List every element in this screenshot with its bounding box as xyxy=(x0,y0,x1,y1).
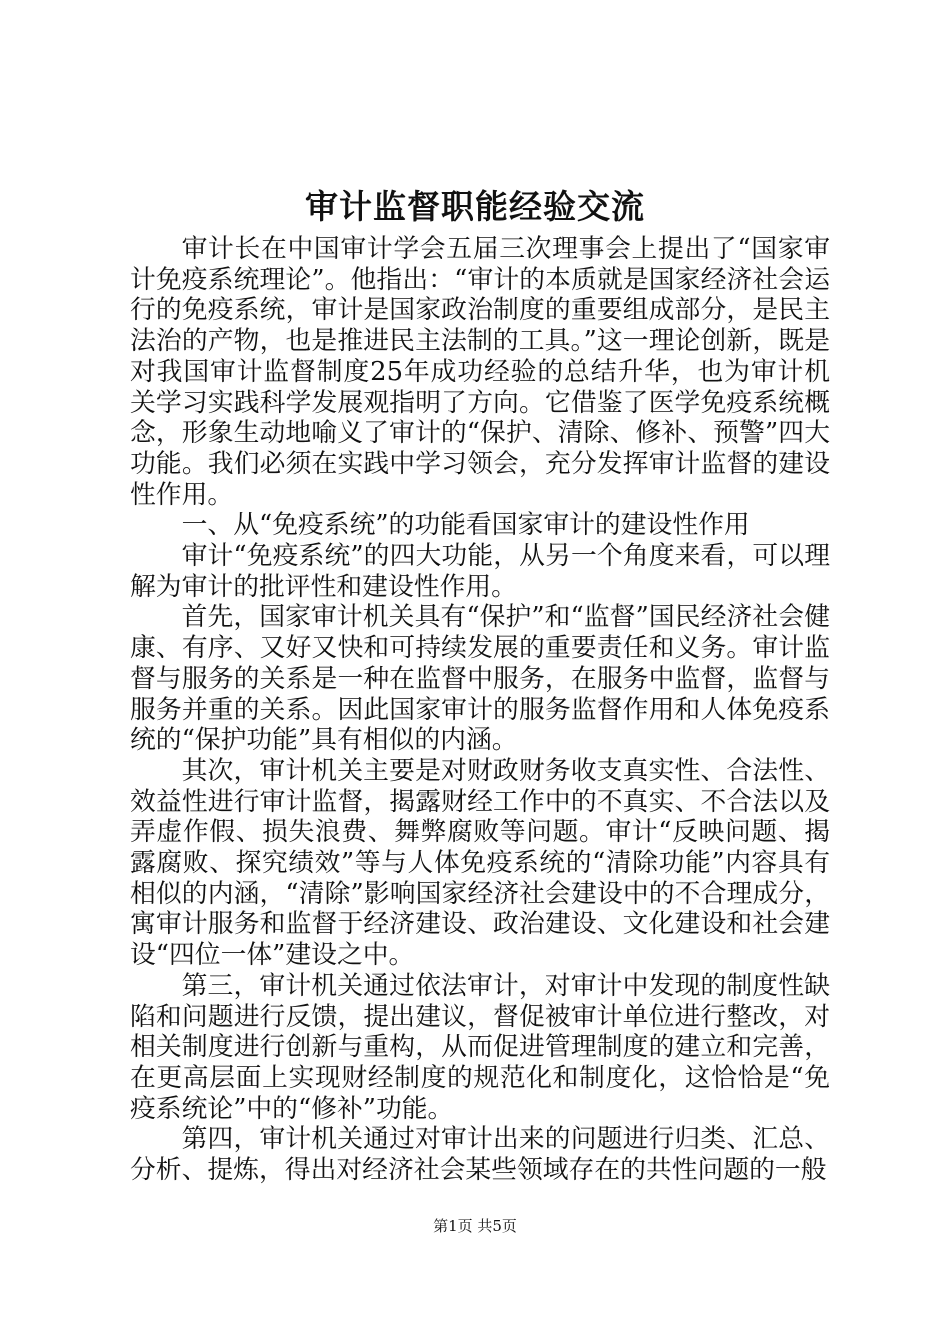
paragraph-intro: 审计长在中国审计学会五届三次理事会上提出了“国家审计免疫系统理论”。他指出：“审计的本质就是国家经济社会运行的免疫系统，审计是国家政治制度的重要组成部分，是民主法治的产物，也是推进民主法制的工具。”这一理论创新，既是对我国审计监督制度25年成功经验的总结升华，也为审计机关学习实践科学发展观指明了方向。它借鉴了医学免疫系统概念，形象生动地喻义了审计的“保护、清除、修补、预警”四大功能。我们必须在实践中学习领会，充分发挥审计监督的建设性作用。 xyxy=(130,234,830,510)
paragraph-four-functions: 审计“免疫系统”的四大功能，从另一个角度来看，可以理解为审计的批评性和建设性作用。 xyxy=(130,541,830,602)
paragraph-fourth: 第四，审计机关通过对审计出来的问题进行归类、汇总、分析、提炼，得出对经济社会某些领域存在的共性问题的一般 xyxy=(130,1124,830,1186)
paragraph-third: 第三，审计机关通过依法审计，对审计中发现的制度性缺陷和问题进行反馈，提出建议，督促被审计单位进行整改，对相关制度进行创新与重构，从而促进管理制度的建立和完善，在更高层面上实现财经制度的规范化和制度化，这恰恰是“免疫系统论”中的“修补”功能。 xyxy=(130,970,830,1124)
page-footer: 第1页 共5页 xyxy=(433,1217,517,1235)
paragraph-second: 其次，审计机关主要是对财政财务收支真实性、合法性、效益性进行审计监督，揭露财经工作中的不真实、不合法以及弄虚作假、损失浪费、舞弊腐败等问题。审计“反映问题、揭露腐败、探究绩效”等与人体免疫系统的“清除功能”内容具有相似的内涵，“清除”影响国家经济社会建设中的不合理成分，寓审计服务和监督于经济建设、政治建设、文化建设和社会建设“四位一体”建设之中。 xyxy=(130,755,830,971)
section-heading-1: 一、从“免疫系统”的功能看国家审计的建设性作用 xyxy=(181,510,750,541)
paragraph-first: 首先，国家审计机关具有“保护”和“监督”国民经济社会健康、有序、又好又快和可持续发展的重要责任和义务。审计监督与服务的关系是一种在监督中服务，在服务中监督，监督与服务并重的关系。因此国家审计的服务监督作用和人体免疫系统的“保护功能”具有相似的内涵。 xyxy=(130,602,830,756)
document-title: 审计监督职能经验交流 xyxy=(305,187,645,226)
document-body xyxy=(130,234,830,1186)
